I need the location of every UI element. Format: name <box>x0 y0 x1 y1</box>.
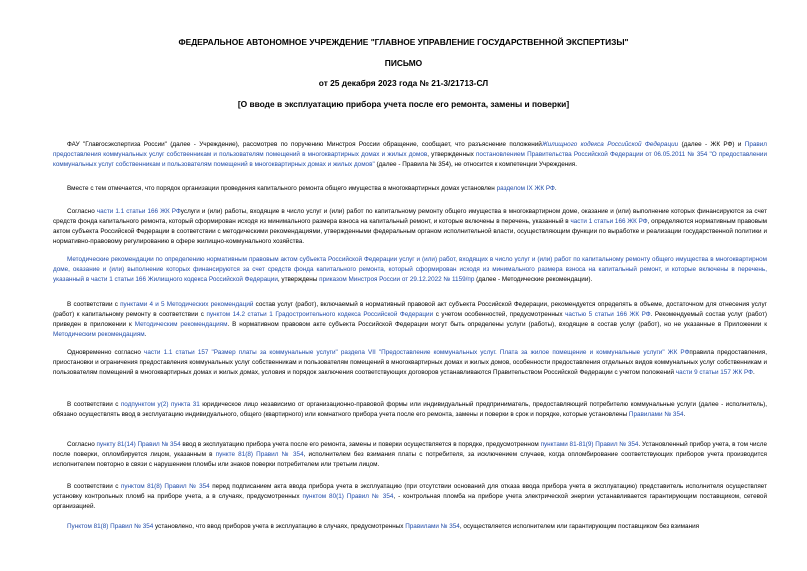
link-recommendations-1[interactable]: Методическим рекомендациям <box>134 321 228 328</box>
document-subject: [О вводе в эксплуатацию прибора учета после его ремонта, замены и поверки] <box>237 99 570 109</box>
paragraph-1: ФАУ "Главгосэкспертиза России" (далее - Учреждение), рассмотрев по поручению Минстроя России обращение, сообщает, что разъяснение положенийЖилищного кодекса Российской Федерации (далее - ЖК РФ) и Правил предоставления коммунальных услуг собственникам и пользователям помещений в многоквартирных домах и жилых домов, утвержденных постановлением Правительства Российской Федерации от 06.05.2011 № 354 "О предоставлении коммунальных услуг собственникам и пользователям помещений в многоквартирных домах и жилых домов" (далее - Правила № 354), не относится к компетенции Учреждения. <box>53 141 768 168</box>
link-part-1-1-art-166[interactable]: части 1.1 статьи 166 ЖК РФ <box>96 208 181 215</box>
link-points-81-81-9[interactable]: пунктами 81-81(9) Правил № 354 <box>540 441 639 448</box>
link-points-4-5[interactable]: пунктами 4 и 5 Методических рекомендаций <box>120 301 254 308</box>
link-point-81-8-a[interactable]: пункте 81(8) Правил № 354 <box>215 451 304 458</box>
document-type: ПИСЬМО <box>384 58 423 68</box>
paragraph-3: Согласно части 1.1 статьи 166 ЖК РФуслуги и (или) работы, входящие в число услуг и (или) работ по капитальному ремонту общего имущества в многоквартирном доме, оказание и (или) выполнение которых финансируются за счет средств фонда капитального ремонта, который сформирован исходя из минимального размера взноса на капитальный ремонт, и которые включены в перечень, указанный в части 1 статьи 166 ЖК РФ, определяются нормативным правовым актом субъекта Российской Федерации в соответствии с методическими рекомендациями, утвержденными федеральным органом исполнительной власти, осуществляющим функции по выработке и реализации государственной политики и нормативно-правовому регулированию в сфере жилищно-коммунального хозяйства. <box>53 208 768 245</box>
link-rules[interactable]: Правил предоставления коммунальных услуг собственникам и пользователям помещений в многоквартирных домах и жилых домов <box>53 141 767 158</box>
link-point-81-14[interactable]: пункту 81(14) Правил № 354 <box>96 441 181 448</box>
paragraph-5: В соответствии с пунктами 4 и 5 Методических рекомендаций состав услуг (работ), включаемый в нормативный правовой акт субъекта Российской Федерации, рекомендуется определять в объеме, достаточном для отнесения услуг (работ) к капитальному ремонту в соответствии с пунктом 14.2 статьи 1 Градостроительного кодекса Российской Федерации с учетом особенностей, предусмотренных частью 5 статьи 166 ЖК РФ. Рекомендуемый состав услуг (работ) приведен в приложении к Методическим рекомендациям. В нормативном правовом акте субъекта Российской Федерации могут быть определены услуги (работы), входящие в состав услуг (работ), но не указанные в Приложении к Методическим рекомендациям. <box>53 301 768 338</box>
link-point-81-8-b[interactable]: пунктом 81(8) Правил № 354 <box>120 483 210 490</box>
paragraph-8: Согласно пункту 81(14) Правил № 354 ввод в эксплуатацию прибора учета после его ремонта, замены и поверки осуществляется в порядке, предусмотренном пунктами 81-81(9) Правил № 354. Установленный прибор учета, в том числе после поверки, опломбируется лицом, указанным в пункте 81(8) Правил № 354, исполнителем без взимания платы с потребителя, за исключением случаев, когда опломбирование соответствующих приборов учета производится исполнителем повторно в связи с нарушением пломбы или знаков поверки потребителем или третьим лицом. <box>53 441 768 468</box>
link-part-1-art-166[interactable]: части 1 статьи 166 ЖК РФ <box>570 218 648 225</box>
paragraph-9: В соответствии с пунктом 81(8) Правил № 354 перед подписанием акта ввода прибора учета в эксплуатацию (при отсутствии оснований для отказа ввода прибора учета в эксплуатацию) представитель исполнителя осуществляет установку контрольных пломб на приборе учета, а в случаях, предусмотренных пунктом 80(1) Правил № 354, - контрольная пломба на приборе учета электрической энергии устанавливается гарантирующим поставщиком, сетевой организацией. <box>53 483 767 510</box>
link-subpoint-31[interactable]: подпунктом у(2) пункта 31 <box>120 401 200 408</box>
link-rules-354-b[interactable]: Правилами № 354 <box>405 523 460 530</box>
link-zhk-rf[interactable]: Жилищного кодекса Российской Федерации <box>541 141 679 148</box>
link-rules-354-a[interactable]: Правилами № 354 <box>628 411 684 418</box>
link-part-1-1-art-157[interactable]: части 1.1 статьи 157 "Размер платы за коммунальные услуги" раздела VII "Предоставление коммунальных услуг. Плата за жилое помещение и коммунальные услуги" ЖК РФ <box>144 349 690 356</box>
link-point-80-1[interactable]: пунктом 80(1) Правил № 354 <box>302 493 394 500</box>
org-title: ФЕДЕРАЛЬНОЕ АВТОНОМНОЕ УЧРЕЖДЕНИЕ "ГЛАВНОЕ УПРАВЛЕНИЕ ГОСУДАРСТВЕННОЙ ЭКСПЕРТИЗЫ" <box>178 37 629 47</box>
link-point-81-8-c[interactable]: Пунктом 81(8) Правил № 354 <box>67 523 154 530</box>
link-part-9-art-157[interactable]: части 9 статьи 157 ЖК РФ <box>675 369 753 376</box>
link-order-1159[interactable]: приказом Минстроя России от 29.12.2022 № 1159/пр <box>319 276 475 283</box>
link-grk-rf[interactable]: пунктом 14.2 статьи 1 Градостроительного кодекса Российской Федерации <box>206 311 434 318</box>
document-date-number: от 25 декабря 2023 года № 21-3/21713-СЛ <box>318 78 489 88</box>
paragraph-2: Вместе с тем отмечается, что порядок организации проведения капитального ремонта общего имущества в многоквартирных домах установлен разделом IX ЖК РФ. <box>67 185 557 192</box>
paragraph-4: Методические рекомендации по определению нормативным правовым актом субъекта Российской Федерации услуг и (или) работ, входящих в число услуг и (или) работ по капитальному ремонту общего имущества в многоквартирном доме, оказание и (или) выполнение которых финансируются за счет средств фонда капитального ремонта, который сформирован исходя из минимального размера взноса на капитальный ремонт, и которые включены в перечень, указанный в части 1 статьи 166 Жилищного кодекса Российской Федерации, утверждены приказом Минстроя России от 29.12.2022 № 1159/пр (далее - Методические рекомендации). <box>53 256 767 283</box>
paragraph-7: В соответствии с подпунктом у(2) пункта 31 юридическое лицо независимо от организационно-правовой формы или индивидуальный предприниматель, предоставляющий потребителю коммунальные услуги (далее - исполнитель), обязано осуществлять ввод в эксплуатацию индивидуального, общего (квартирного) или комнатного прибора учета после его ремонта, замены и поверки в срок и порядке, которые установлены Правилами № 354. <box>53 401 768 418</box>
paragraph-6: Одновременно согласно части 1.1 статьи 157 "Размер платы за коммунальные услуги" раздела VII "Предоставление коммунальных услуг. Плата за жилое помещение и коммунальные услуги" ЖК РФправила предоставления, приостановки и ограничения предоставления коммунальных услуг собственникам и пользователям помещений в многоквартирных домах и жилых домов, особенности предоставления отдельных видов коммунальных услуг собственникам и пользователям помещений в многоквартирных домах и жилых домах, условия и порядок заключения соответствующих договоров устанавливаются Правительством Российской Федерации с учетом положений части 9 статьи 157 ЖК РФ. <box>53 349 767 376</box>
link-section-ix[interactable]: разделом IX ЖК РФ <box>496 185 555 192</box>
link-resolution-354[interactable]: постановлением Правительства Российской Федерации от 06.05.2011 № 354 "О предоставлении коммунальных услуг собственникам и пользователям помещений в многоквартирных домах и жилых домов" <box>53 151 768 168</box>
link-part-5-art-166[interactable]: частью 5 статьи 166 ЖК РФ <box>565 311 651 318</box>
link-method-recommendations[interactable]: Методические рекомендации по определению нормативным правовым актом субъекта Российской Федерации услуг и (или) работ, входящих в число услуг и (или) работ по капитальному ремонту общего имущества в многоквартирном доме, оказание и (или) выполнение которых финансируются за счет средств фонда капитального ремонта, который сформирован исходя из минимального размера взноса на капитальный ремонт, и которые включены в перечень, указанный в части 1 статьи 166 Жилищного кодекса Российской Федерации <box>53 256 767 283</box>
paragraph-10: Пунктом 81(8) Правил № 354 установлено, что ввод приборов учета в эксплуатацию в случаях, предусмотренных Правилами № 354, осуществляется исполнителем или гарантирующим поставщиком без взимания <box>67 523 700 530</box>
link-recommendations-2[interactable]: Методическим рекомендациям <box>53 331 145 338</box>
